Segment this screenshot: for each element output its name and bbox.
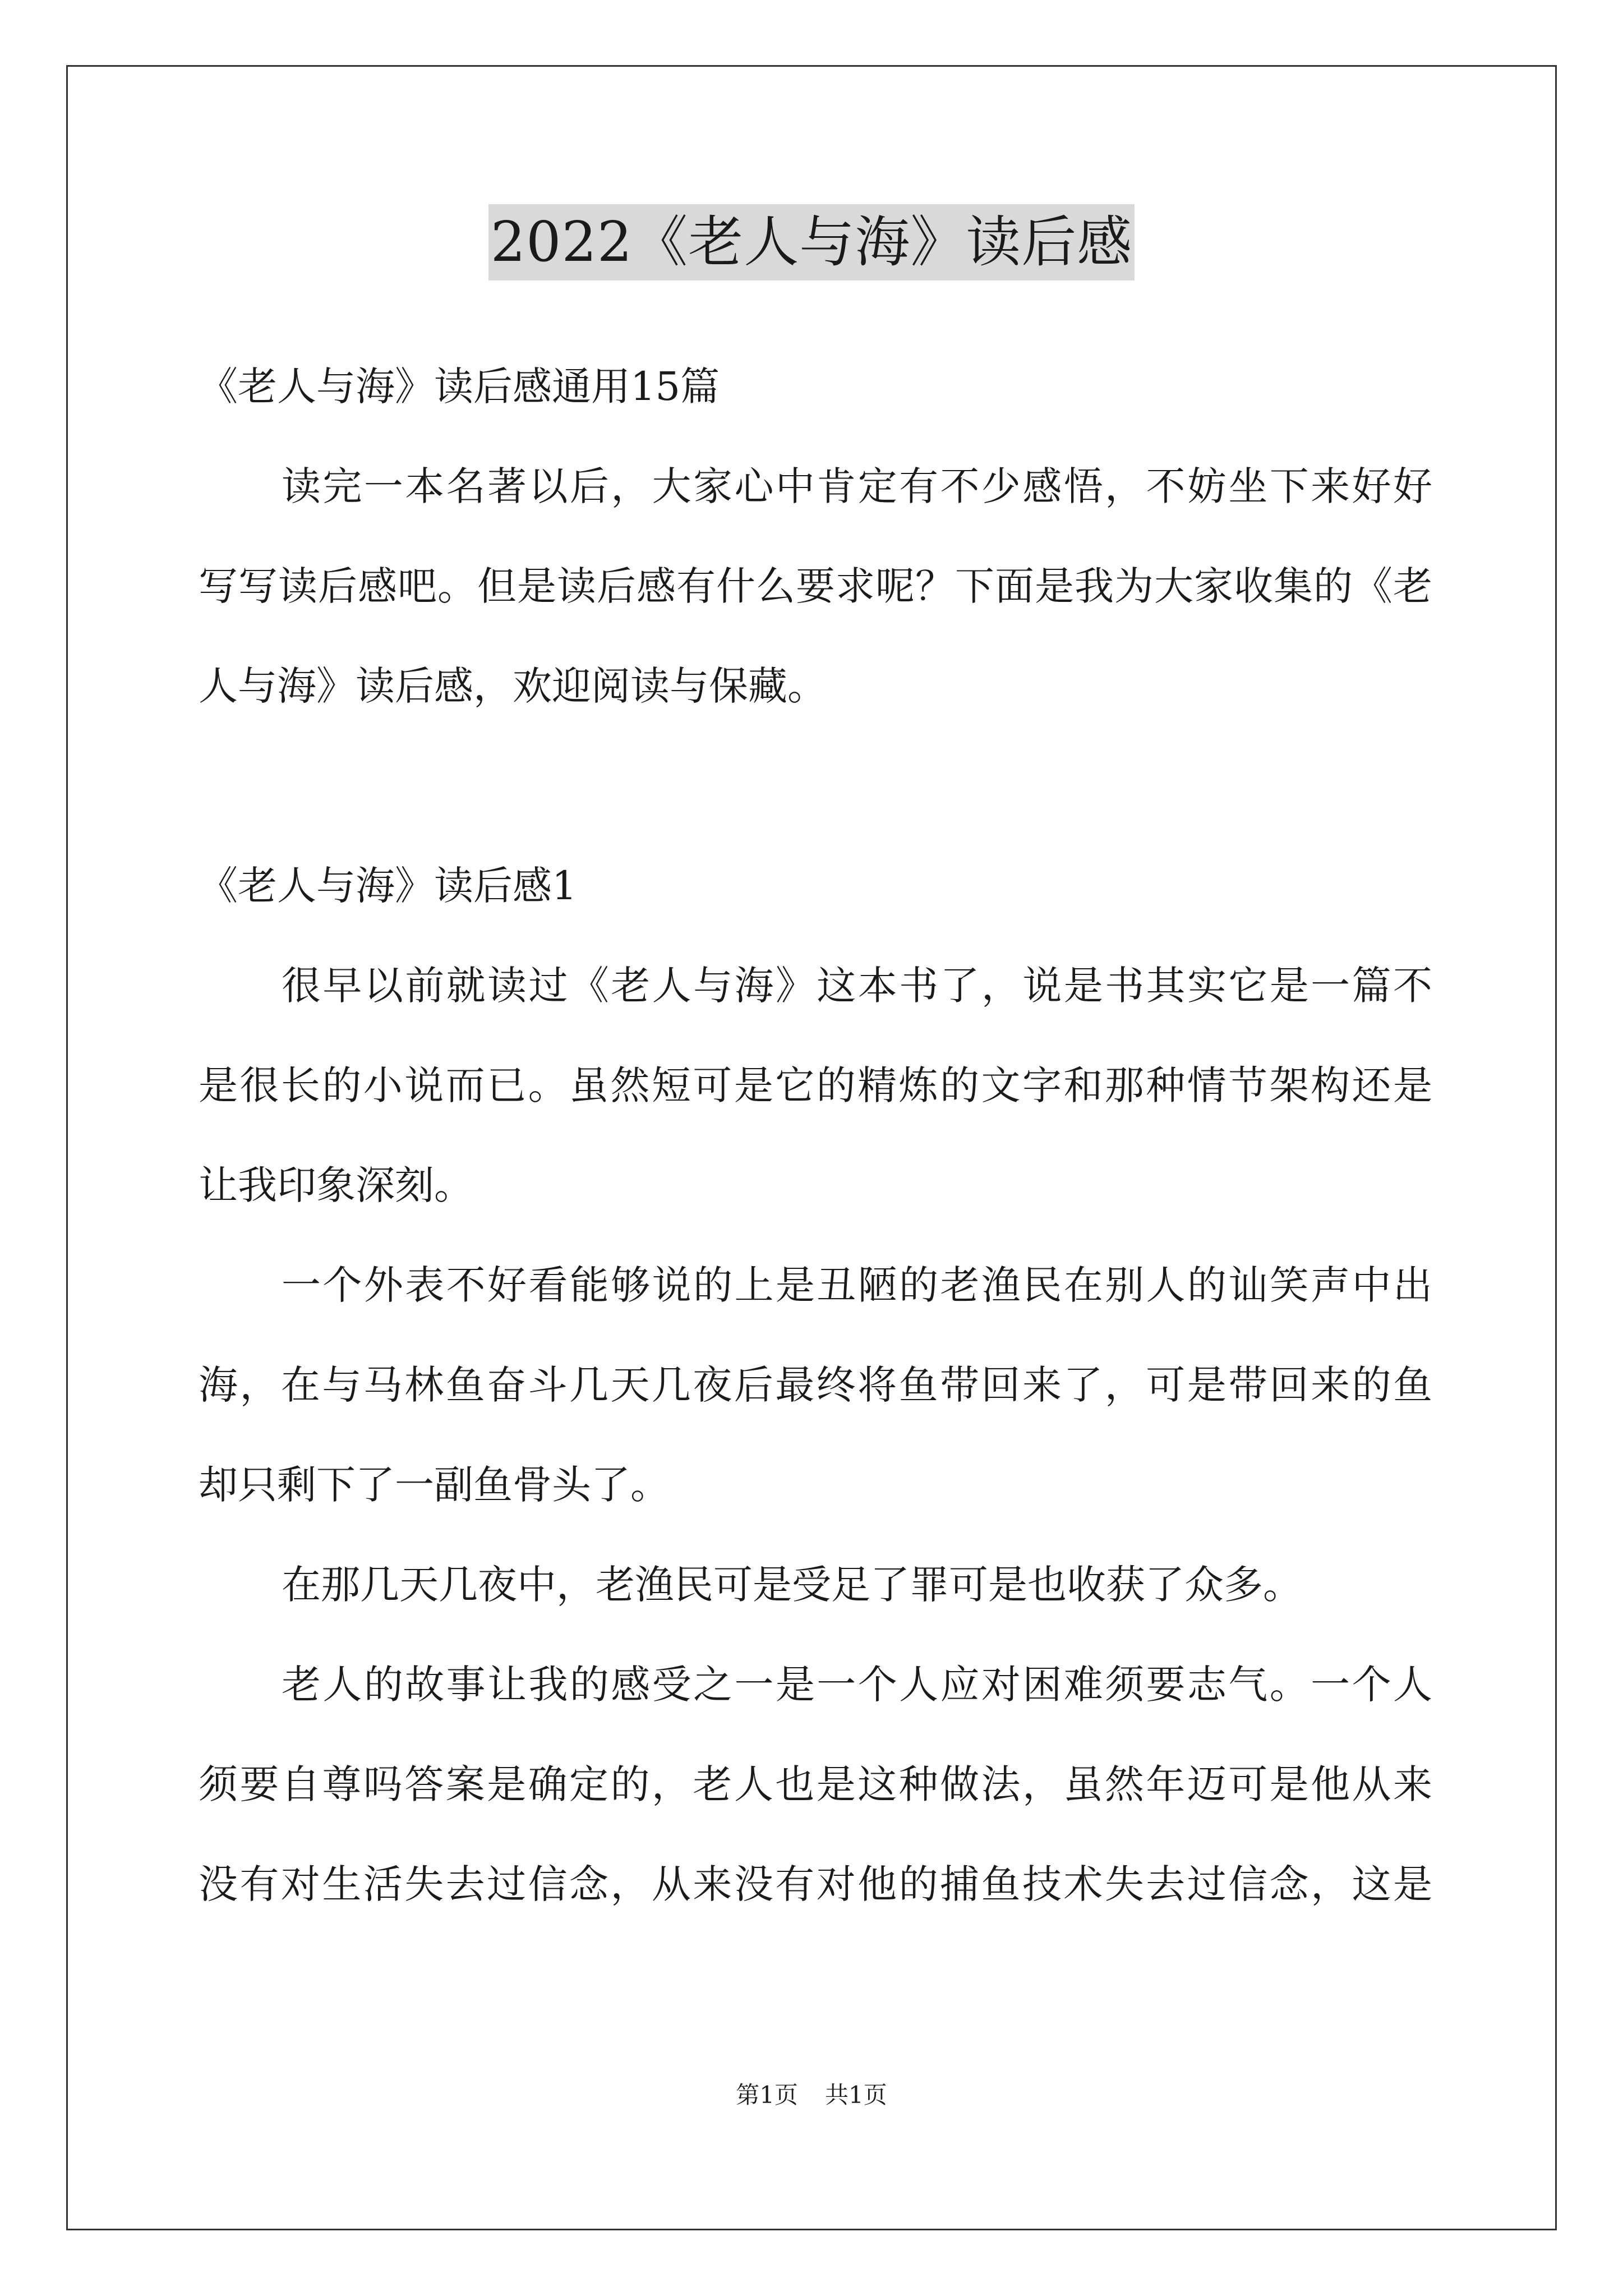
para2-line-2: 海，在与马林鱼奋斗几天几夜后最终将鱼带回来了，可是带回来的鱼: [199, 1362, 1432, 1408]
para4-line-2: 须要自尊吗答案是确定的，老人也是这种做法，虽然年迈可是他从来: [199, 1761, 1432, 1807]
intro-line-2: 写写读后感吧。但是读后感有什么要求呢？下面是我为大家收集的《老: [199, 563, 1432, 609]
document-body: [199, 337, 1432, 1934]
page-total: 共1页: [825, 2081, 887, 2109]
para2-line-1: 一个外表不好看能够说的上是丑陋的老渔民在别人的讪笑声中出: [282, 1262, 1432, 1308]
document-title: 2022《老人与海》读后感: [488, 204, 1135, 280]
para4-line-1: 老人的故事让我的感受之一是一个人应对困难须要志气。一个人: [282, 1662, 1432, 1708]
page-number: 第1页: [736, 2081, 798, 2109]
title-container: [0, 204, 1623, 280]
document-subtitle: 《老人与海》读后感通用15篇: [199, 364, 720, 409]
para1-line-3: 让我印象深刻。: [199, 1162, 473, 1208]
page-footer: [0, 2078, 1623, 2112]
para2-line-3: 却只剩下了一副鱼骨头了。: [199, 1462, 670, 1508]
para1-line-2: 是很长的小说而已。虽然短可是它的精炼的文字和那种情节架构还是: [199, 1062, 1432, 1108]
intro-line-3: 人与海》读后感，欢迎阅读与保藏。: [199, 663, 827, 709]
section-gap: [199, 736, 1432, 836]
para1-line-1: 很早以前就读过《老人与海》这本书了，说是书其实它是一篇不: [282, 963, 1432, 1009]
section-heading: 《老人与海》读后感1: [199, 863, 577, 909]
intro-line-1: 读完一本名著以后，大家心中肯定有不少感悟，不妨坐下来好好: [282, 463, 1432, 509]
para4-line-3: 没有对生活失去过信念，从来没有对他的捕鱼技术失去过信念，这是: [199, 1861, 1432, 1907]
para3-line-1: 在那几天几夜中，老渔民可是受足了罪可是也收获了众多。: [282, 1562, 1302, 1608]
